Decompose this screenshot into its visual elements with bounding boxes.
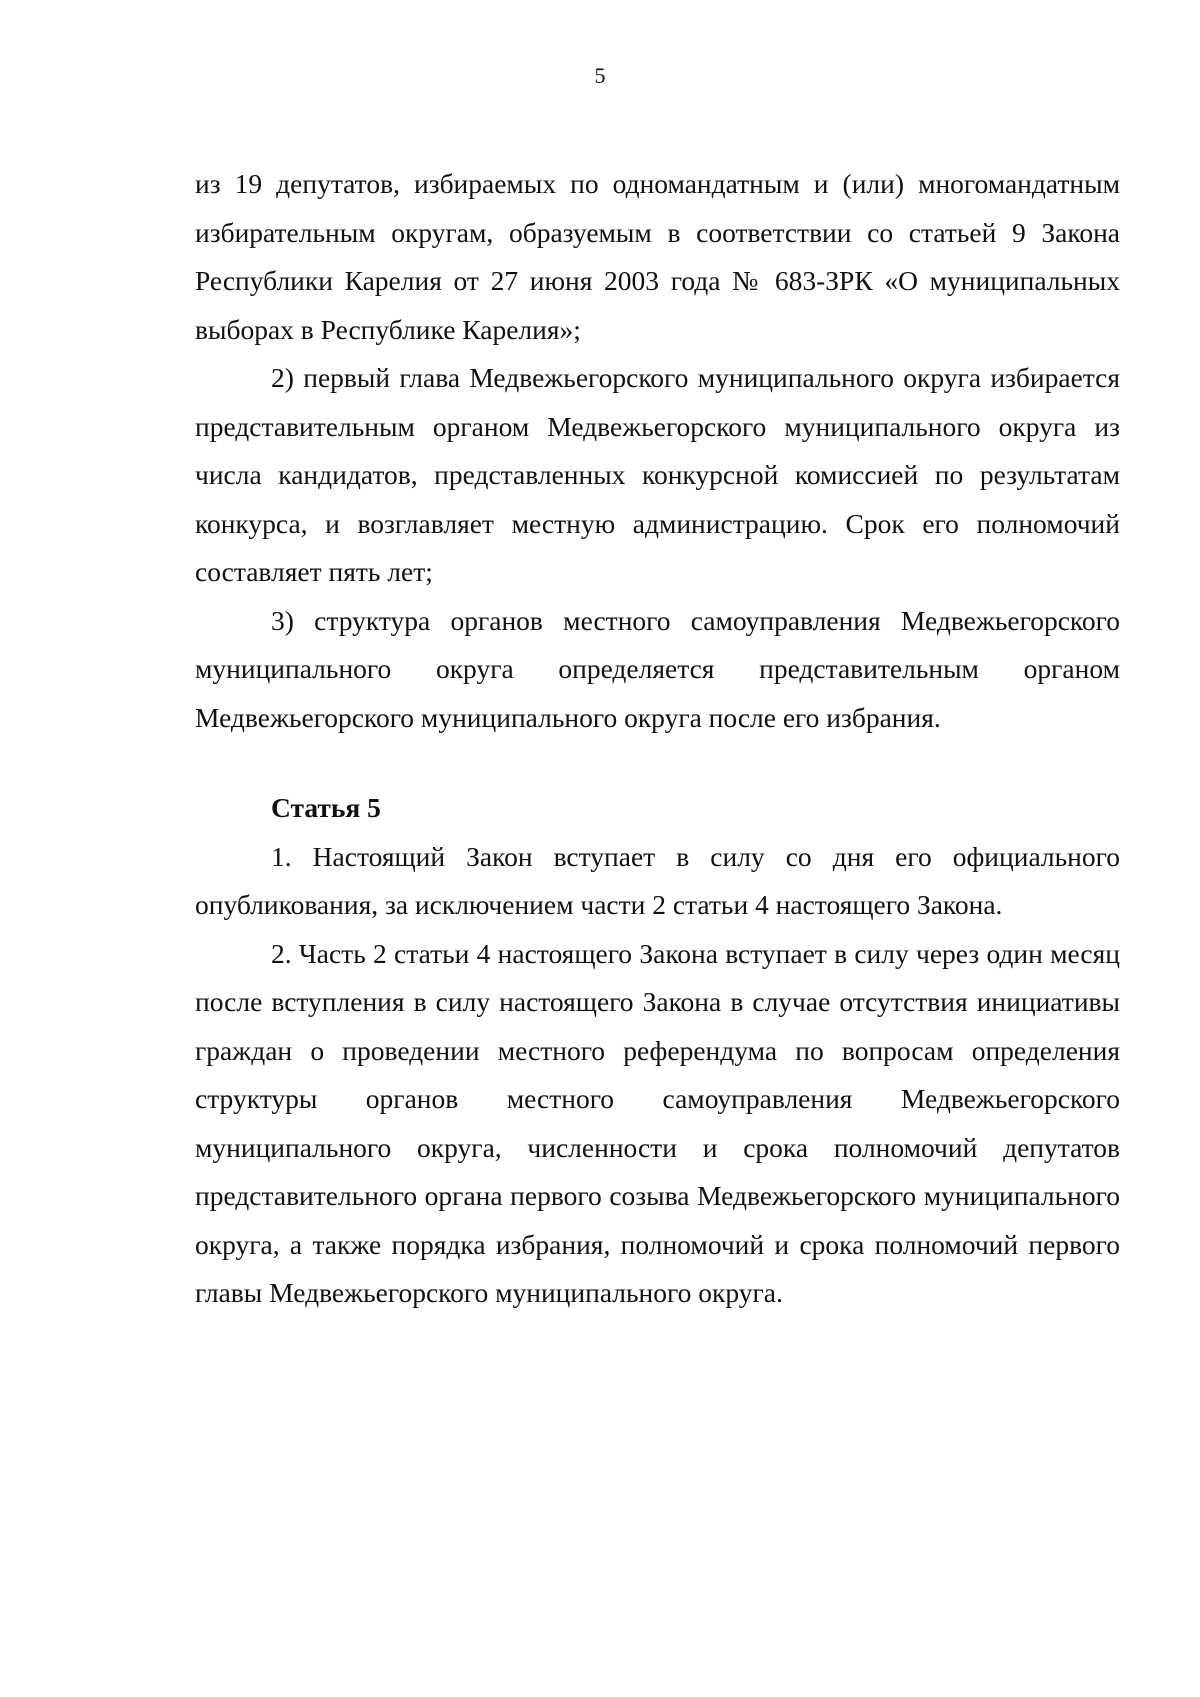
article-5-title: Статья 5 — [271, 792, 381, 823]
page-number: 5 — [594, 63, 606, 88]
paragraph-electoral-districts: из 19 депутатов, избираемых по одномандатным и (или) многомандатным избирательным округам, образуемым в соответствии со статьей 9 Закона Республики Карелия от 27 июня 2003 года № 683-ЗРК «О муниципальных выборах в Республике Карелия»; — [195, 168, 1120, 345]
section-gap — [195, 742, 1120, 784]
document-body — [195, 160, 1120, 1318]
paragraph-first-head: 2) первый глава Медвежьегорского муниципального округа избирается представительным органом Медвежьегорского муниципального округа из числа кандидатов, представленных конкурсной комиссией по результатам конкурса, и возглавляет местную администрацию. Срок его полномочий составляет пять лет; — [195, 362, 1120, 587]
article-5-part-2: 2. Часть 2 статьи 4 настоящего Закона вступает в силу через один месяц после вступления в силу настоящего Закона в случае отсутствия инициативы граждан о проведении местного референдума по вопросам определения структуры органов местного самоуправления Медвежьегорского муниципального округа, численности и срока полномочий депутатов представительного органа первого созыва Медвежьегорского муниципального округа, а также порядка избрания, полномочий и срока полномочий первого главы Медвежьегорского муниципального округа. — [195, 937, 1120, 1308]
paragraph-structure: 3) структура органов местного самоуправления Медвежьегорского муниципального округа определяется представительным органом Медвежьегорского муниципального округа после его избрания. — [195, 604, 1120, 733]
article-5-part-1: 1. Настоящий Закон вступает в силу со дня его официального опубликования, за исключением части 2 статьи 4 настоящего Закона. — [195, 840, 1120, 920]
